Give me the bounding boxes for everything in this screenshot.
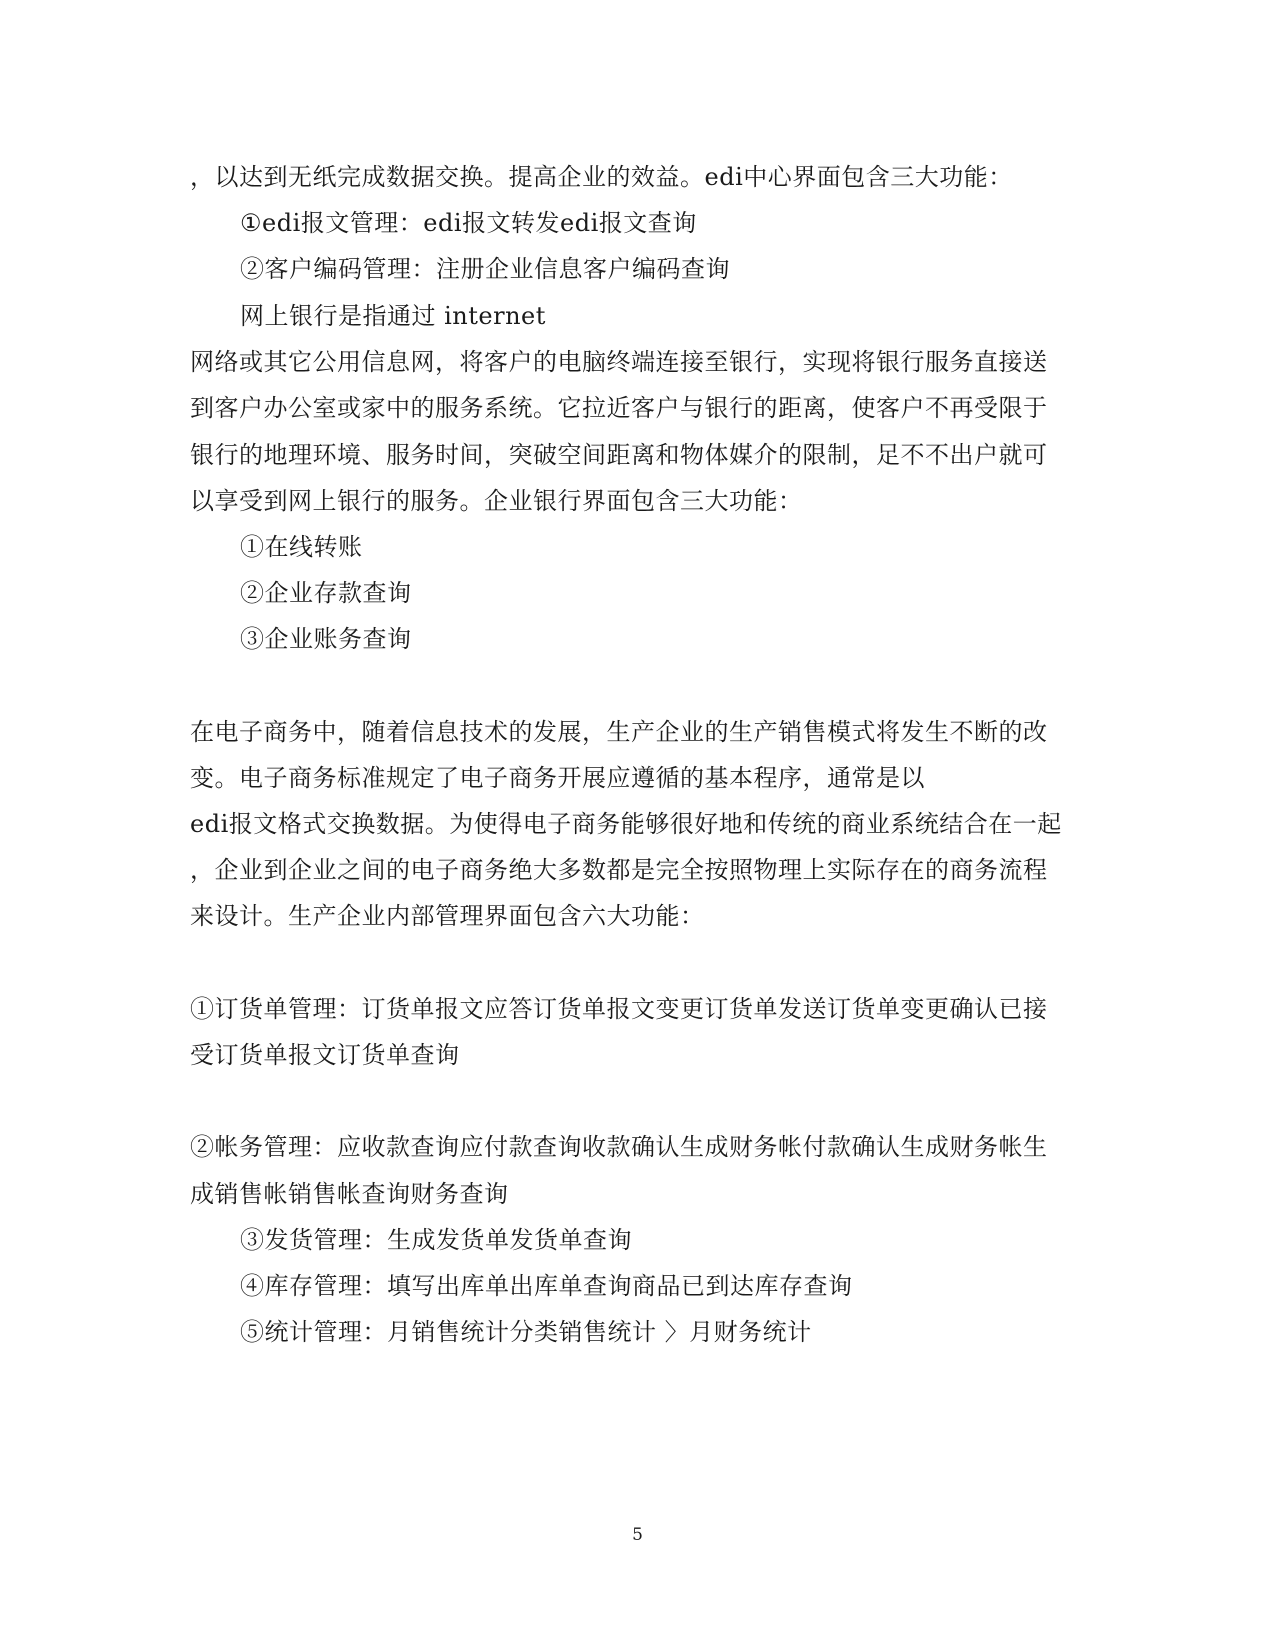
text-line: 受订货单报文订货单查询: [190, 1041, 460, 1069]
text-line: 到客户办公室或家中的服务系统。它拉近客户与银行的距离，使客户不再受限于: [190, 394, 1048, 422]
text-line: 成销售帐销售帐查询财务查询: [190, 1180, 509, 1208]
list-item: ③发货管理：生成发货单发货单查询: [240, 1226, 632, 1254]
list-item: ②企业存款查询: [240, 579, 412, 607]
text-line: 以享受到网上银行的服务。企业银行界面包含三大功能：: [190, 487, 803, 515]
list-item: ①订货单管理：订货单报文应答订货单报文变更订货单发送订货单变更确认已接: [190, 995, 1048, 1023]
list-item: ②帐务管理：应收款查询应付款查询收款确认生成财务帐付款确认生成财务帐生: [190, 1133, 1048, 1161]
list-item: ②客户编码管理：注册企业信息客户编码查询: [240, 255, 730, 283]
text-line: 网上银行是指通过 internet: [240, 302, 546, 330]
text-line: 来设计。生产企业内部管理界面包含六大功能：: [190, 902, 705, 930]
list-item: ④库存管理：填写出库单出库单查询商品已到达库存查询: [240, 1272, 853, 1300]
list-item: ⑤统计管理：月销售统计分类销售统计 〉月财务统计: [240, 1318, 812, 1346]
text-line: 在电子商务中，随着信息技术的发展，生产企业的生产销售模式将发生不断的改: [190, 718, 1048, 746]
list-item: ①在线转账: [240, 533, 363, 561]
text-line: edi报文格式交换数据。为使得电子商务能够很好地和传统的商业系统结合在一起: [190, 810, 1062, 838]
page-number: 5: [632, 1525, 643, 1545]
list-item: ①edi报文管理：edi报文转发edi报文查询: [240, 209, 697, 237]
text-line: 变。电子商务标准规定了电子商务开展应遵循的基本程序，通常是以: [190, 764, 925, 792]
text-line: ，以达到无纸完成数据交换。提高企业的效益。edi中心界面包含三大功能：: [190, 163, 1013, 191]
text-line: 网络或其它公用信息网，将客户的电脑终端连接至银行，实现将银行服务直接送: [190, 348, 1048, 376]
text-line: 银行的地理环境、服务时间，突破空间距离和物体媒介的限制，足不不出户就可: [190, 441, 1048, 469]
list-item: ③企业账务查询: [240, 625, 412, 653]
text-line: ，企业到企业之间的电子商务绝大多数都是完全按照物理上实际存在的商务流程: [190, 856, 1048, 884]
